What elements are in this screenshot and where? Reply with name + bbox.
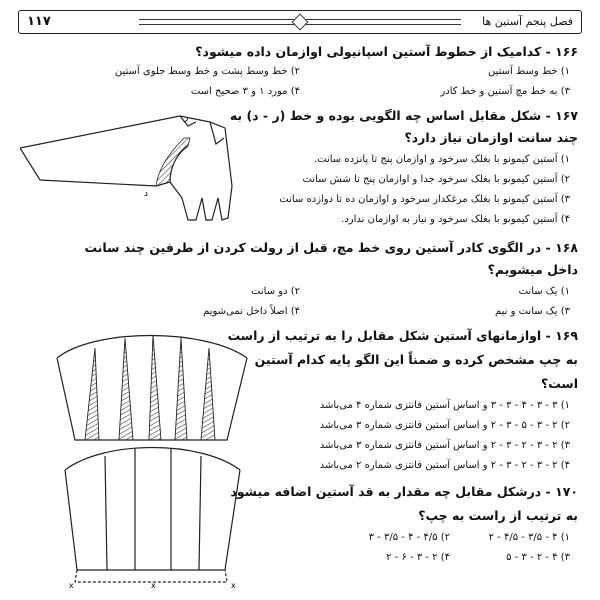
fig5-label-2: x (151, 581, 156, 590)
lengthened-sleeve-figure (55, 440, 250, 590)
question-170-title-line2: به ترتیب از راست به چپ؟ (418, 508, 578, 523)
fig5-label-3: x (231, 581, 236, 590)
label-d: د (144, 189, 149, 199)
q170-option-4: ۴) ۲ - ۳ - ۶ - ۲ (386, 552, 450, 563)
q166-option-2: ۲) خط وسط پشت و خط وسط جلوی آستین (114, 66, 300, 77)
question-168-title-line1: ۱۶۸ - در الگوی کادر آستین روی خط مچ، قبل از رولت کردن از طرفین چند سانت (84, 240, 578, 255)
question-167-title-line2: چند سانت اوازمان نیاز دارد؟ (404, 130, 578, 145)
fig5-label-1: x (69, 581, 74, 590)
label-r: ر (184, 113, 189, 123)
q167-option-3: ۳) آستین کیمونو با بغلک مرغکدار سرخود و اوازمان ده تا دوازده سانت (279, 194, 570, 205)
question-169-title-line1: ۱۶۹ - اوازمانهای آستین شکل مقابل را به ترتیب از راست (227, 328, 578, 343)
q166-option-1: ۱) خط وسط آستین (488, 66, 570, 77)
q170-option-2: ۲) ۴/۵ - ۴ - ۳/۵ - ۳ (368, 532, 450, 543)
page-header (18, 10, 582, 34)
q169-option-1: ۱) ۳ - ۳ - ۴ - ۳ - ۳ و اساس آستین فانتزی شماره ۴ می‌باشد (319, 400, 570, 411)
q166-option-4: ۴) مورد ۱ و ۳ صحیح است (190, 86, 300, 97)
q168-option-1: ۱) یک سانت (518, 286, 570, 297)
q168-option-3: ۳) یک سانت و نیم (494, 306, 570, 317)
chapter-title: فصل پنجم آستین ها (482, 15, 573, 28)
question-169-title-line2: به چپ مشخص کرده و ضمناً این الگو پایه کدام آستین (254, 352, 578, 367)
q169-option-4: ۴) ۲ - ۳ - ۲ - ۳ - ۲ و اساس آستین فانتزی شماره ۲ می‌باشد (319, 460, 570, 471)
q168-option-4: ۴) اصلاً داخل نمی‌شویم (203, 306, 300, 317)
question-166-title: ۱۶۶ - کدامیک از خطوط آستین اسپانیولی اوازمان داده میشود؟ (195, 44, 578, 59)
q167-option-1: ۱) آستین کیمونو با بغلک سرخود و اوازمان پنج تا پانزده سانت. (313, 154, 570, 165)
question-169-title-line3: است؟ (540, 376, 578, 391)
q170-option-1: ۱) ۴ - ۳/۵ - ۴/۵ - ۲ (488, 532, 570, 543)
kimono-sleeve-figure (20, 108, 250, 248)
header-ornament (139, 19, 461, 25)
slashed-sleeve-figure (55, 328, 250, 448)
q170-option-3: ۳) ۴ - ۲ - ۳ - ۵ (506, 552, 570, 563)
question-168-title-line2: داخل میشویم؟ (487, 262, 578, 277)
question-167-title-line1: ۱۶۷ - شکل مقابل اساس چه الگویی بوده و خط (ر - د) به (229, 108, 578, 123)
q167-option-2: ۲) آستین کیمونو با بغلک سرخود جدا و اوازمان پنج تا شش سانت (302, 174, 570, 185)
q166-option-3: ۳) به خط مچ آستین و خط کادر (440, 86, 570, 97)
q167-option-4: ۴) آستین کیمونو با بغلک سرخود و نیاز به اوازمان ندارد. (341, 214, 570, 225)
q169-option-3: ۳) ۲ - ۳ - ۲ - ۳ - ۲ و اساس آستین فانتزی شماره ۳ می‌باشد (319, 440, 570, 451)
q168-option-2: ۲) دو سانت (251, 286, 300, 297)
question-170-title-line1: ۱۷۰ - درشکل مقابل چه مقدار به قد آستین اضافه میشود (230, 484, 578, 499)
q169-option-2: ۲) ۲ - ۳ - ۵ - ۳ - ۲ و اساس آستین فانتزی شماره ۳ می‌باشد (319, 420, 570, 431)
page-number: ۱۱۷ (27, 14, 51, 29)
